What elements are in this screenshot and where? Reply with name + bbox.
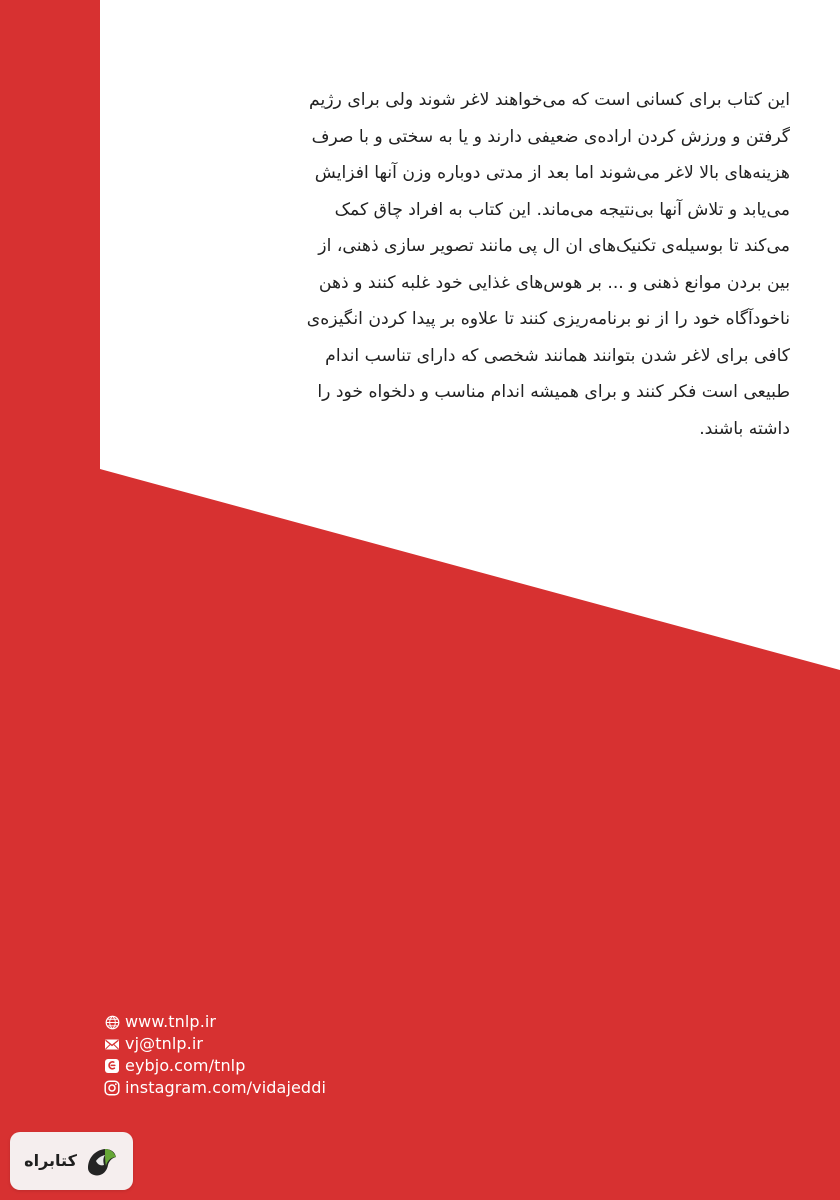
mail-icon — [104, 1036, 120, 1052]
instagram-icon — [104, 1080, 120, 1096]
description-line: طبیعی است فکر کنند و برای همیشه اندام مناسب و دلخواه خود را — [317, 382, 790, 402]
ketabrah-watermark — [10, 1132, 133, 1190]
description-line: بین بردن موانع ذهنی و ... بر هوس‌های غذایی خود غلبه کنند و ذهن — [318, 272, 790, 293]
website-contact[interactable] — [104, 1011, 424, 1033]
eybjo-icon — [104, 1058, 120, 1074]
description-line: می‌کند تا بوسیله‌ی تکنیک‌های ان ال پی مانند تصویر سازی ذهنی، از — [318, 236, 790, 256]
eybjo-contact[interactable] — [104, 1055, 424, 1077]
globe-icon — [104, 1014, 120, 1030]
instagram-contact[interactable] — [104, 1077, 424, 1099]
book-description — [178, 82, 790, 447]
ketabrah-name: کتابراه — [24, 1151, 77, 1170]
ketabrah-logo-icon — [85, 1144, 119, 1178]
contact-information — [104, 1011, 424, 1099]
description-line: این کتاب برای کسانی است که می‌خواهند لاغر شوند ولی برای رژیم — [309, 90, 790, 110]
eybjo-link[interactable]: eybjo.com/tnlp — [125, 1056, 246, 1075]
description-line: کافی برای لاغر شدن بتوانند همانند شخصی که دارای تناسب اندام — [325, 345, 790, 366]
description-line: گرفتن و ورزش کردن اراده‌ی ضعیفی دارند و یا به سختی و با صرف — [311, 126, 790, 147]
description-line: می‌یابد و تلاش آنها بی‌نتیجه می‌ماند. این کتاب به افراد چاق کمک — [334, 199, 790, 220]
website-link[interactable]: www.tnlp.ir — [125, 1012, 217, 1031]
description-line: ناخودآگاه خود را از نو برنامه‌ریزی کنند تا علاوه بر پیدا کردن انگیزه‌ی — [306, 309, 790, 329]
email-link[interactable]: vj@tnlp.ir — [125, 1034, 204, 1053]
instagram-link[interactable]: instagram.com/vidajeddi — [125, 1078, 326, 1097]
description-line: هزینه‌های بالا لاغر می‌شوند اما بعد از مدتی دوباره وزن آنها افزایش — [314, 163, 790, 183]
description-line: داشته باشند. — [699, 418, 790, 439]
email-contact[interactable] — [104, 1033, 424, 1055]
